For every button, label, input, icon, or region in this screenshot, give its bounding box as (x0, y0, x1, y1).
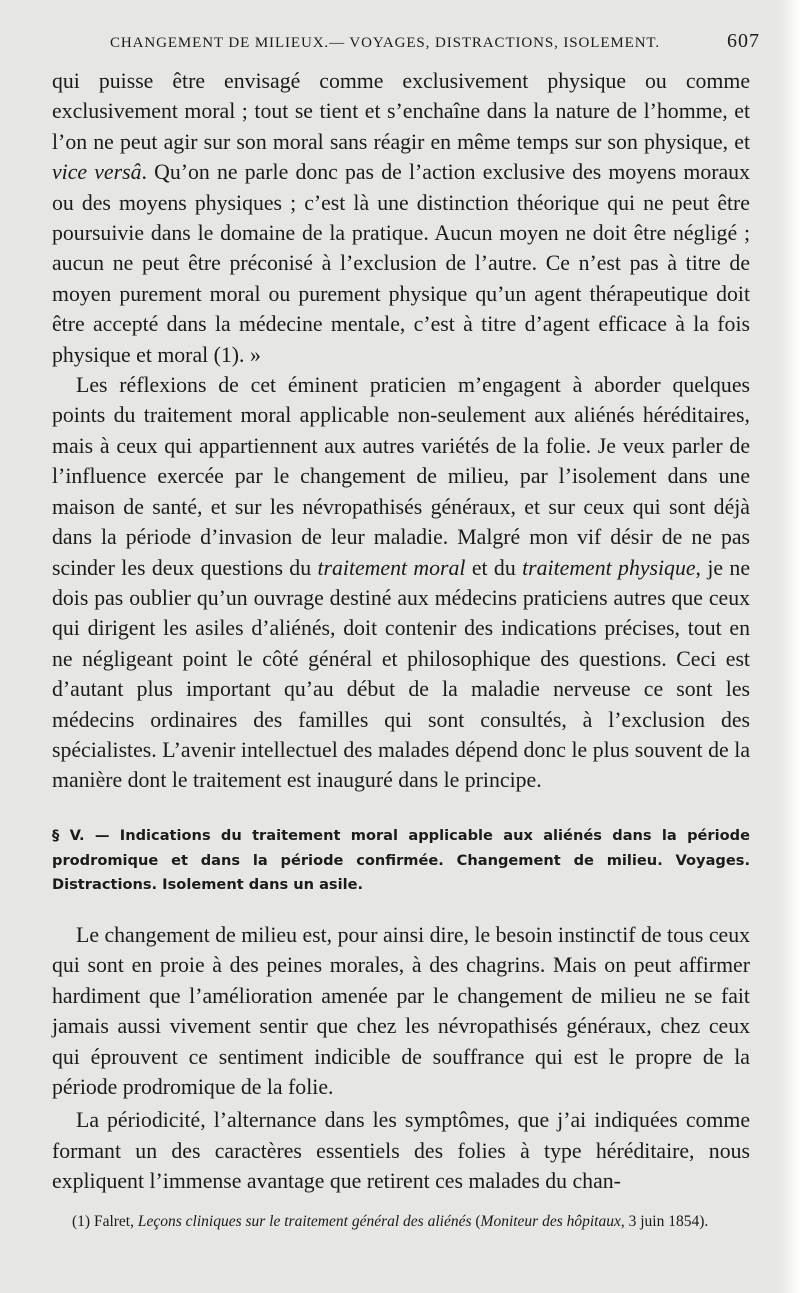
footnote (52, 1210, 750, 1234)
section-heading-text: § V. — Indications du traitement moral applicable aux aliénés dans la période prodromique et dans la période confirmée. Changement de milieu. Voyages. Distractions. Isolement dans un asile. (52, 827, 750, 893)
footnote-title: Leçons cliniques sur le traitement général des aliénés (137, 1213, 472, 1230)
footnote-text (52, 1210, 750, 1234)
paragraph-1-text-b: . Qu’on ne parle donc pas de l’action exclusive des moyens moraux ou des moyens physiques ; c’est là une distinction théorique qui ne peut être poursuivie dans le domaine de la pratique. Aucun moyen ne doit être négligé ; aucun ne peut être préconisé à l’exclusion de l’autre. Ce n’est pas à titre de moyen purement moral ou purement physique qu’un agent thérapeutique doit être accepté dans la médecine mentale, c’est à titre d’agent efficace à la fois physique et moral (1). » (52, 160, 750, 367)
main-text-upper (52, 66, 750, 796)
footnote-paren: ( (475, 1213, 481, 1230)
paragraph-2-italic-a: traitement moral (317, 555, 466, 580)
footnote-date: , 3 juin 1854). (620, 1213, 709, 1230)
paragraph-2-text-a: Les réflexions de cet éminent praticien m’engagent à aborder quelques points du traitement moral applicable non-seulement aux aliénés héréditaires, mais à ceux qui appartiennent aux autres variétés de la folie. Je veux parler de l’influence exercée par le changement de milieu, par l’isolement dans une maison de santé, et sur les névropathisés généraux, et sur ceux qui sont déjà dans la période d’invasion de leur maladie. Malgré mon vif désir de ne pas scinder les deux questions du (52, 373, 750, 580)
paragraph-1 (52, 66, 750, 370)
running-title: CHANGEMENT DE MILIEUX.— VOYAGES, DISTRACTIONS, ISOLEMENT. (110, 35, 661, 51)
page-number: 607 (727, 30, 760, 52)
page-edge (778, 0, 800, 1293)
paragraph-3: Le changement de milieu est, pour ainsi dire, le besoin instinctif de tous ceux qui sont en proie à des peines morales, à des chagrins. Mais on peut affirmer hardiment que l’amélioration amenée par le changement de milieu ne se fait jamais aussi vivement sentir que chez les névropathisés généraux, chez ceux qui éprouvent ce sentiment indicible de souffrance qui est le propre de la période prodromique de la folie. (52, 923, 750, 1100)
footnote-source: Moniteur des hôpitaux (480, 1213, 621, 1230)
running-header (110, 30, 760, 53)
main-text-lower (52, 920, 750, 1200)
paragraph-1-text-a: qui puisse être envisagé comme exclusivement physique ou comme exclusivement moral ; tout se tient et s’enchaîne dans la nature de l’homme, et l’on ne peut agir sur son moral sans réagir en même temps sur son physique, et (52, 69, 750, 154)
paragraph-2 (52, 370, 750, 796)
paragraph-4: La périodicité, l’alternance dans les symptômes, que j’ai indiquées comme formant un des caractères essentiels des folies à type héréditaire, nous expliquent l’immense avantage que retirent ces malades du chan- (52, 1108, 750, 1194)
paragraph-2-text-c: , je ne dois pas oublier qu’un ouvrage destiné aux médecins praticiens autres que ceux qui dirigent les asiles d’aliénés, doit contenir des indications précises, tout en ne négligeant point le côté général et philosophique des questions. Ceci est d’autant plus important qu’au début de la maladie nerveuse ce sont les médecins ordinaires des familles qui sont consultés, à l’exclusion des spécialistes. L’avenir intellectuel des malades dépend donc le plus souvent de la manière dont le traitement est inauguré dans le principe. (52, 555, 750, 793)
section-heading (52, 824, 750, 898)
paragraph-1-italic: vice versâ (52, 160, 142, 185)
footnote-prefix: (1) Falret, (72, 1213, 134, 1230)
paragraph-2-italic-b: traitement physique (522, 555, 696, 580)
paragraph-2-text-b: et du (471, 555, 516, 580)
